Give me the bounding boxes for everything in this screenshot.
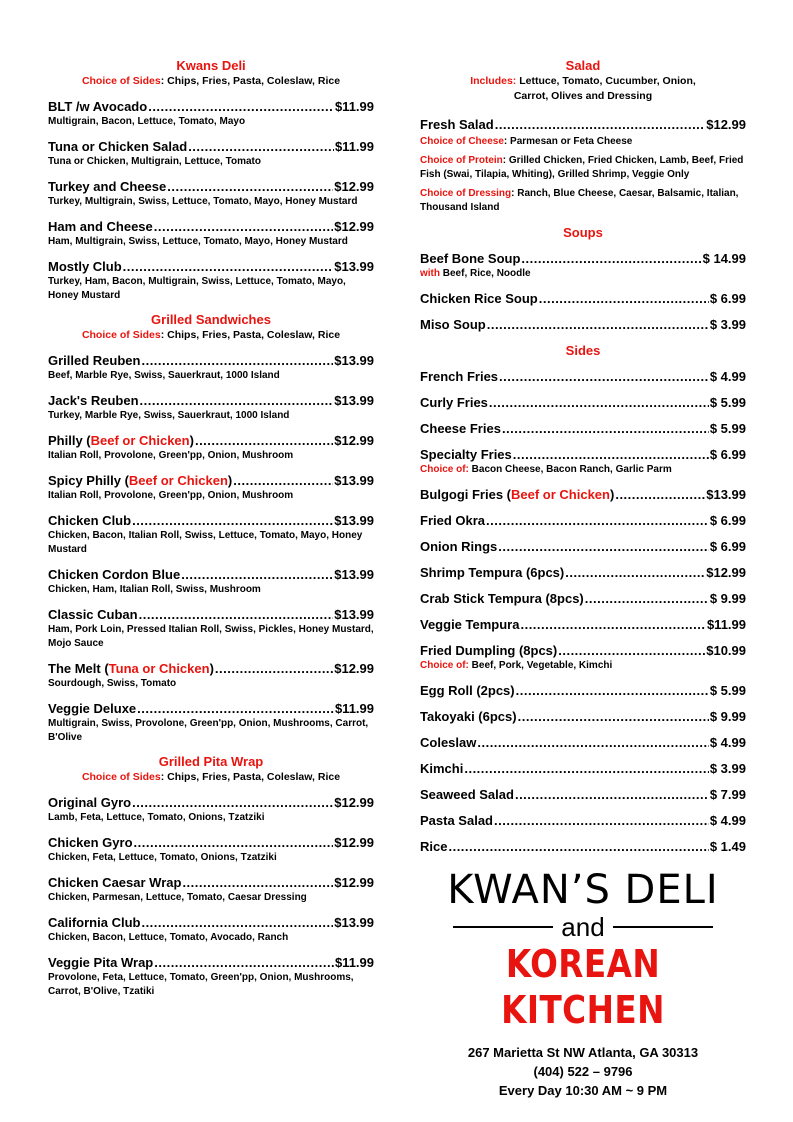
leader-dots bbox=[188, 138, 334, 155]
menu-item bbox=[48, 606, 374, 651]
item-description: Ham, Multigrain, Swiss, Lettuce, Tomato, Mayo, Honey Mustard bbox=[48, 236, 348, 247]
item-name: Veggie Deluxe bbox=[48, 701, 137, 716]
item-description: Chicken, Ham, Italian Roll, Swiss, Mushroom bbox=[48, 584, 261, 595]
item-name: Chicken Caesar Wrap bbox=[48, 875, 182, 890]
item-price: $12.99 bbox=[334, 661, 374, 676]
cheese-choice: Choice of Cheese: Parmesan or Feta Cheese bbox=[420, 136, 633, 147]
item-name: Jack's Reuben bbox=[48, 393, 139, 408]
leader-dots bbox=[167, 178, 333, 195]
menu-item bbox=[48, 392, 374, 423]
leader-dots bbox=[495, 116, 706, 133]
menu-item bbox=[420, 734, 746, 751]
item-name: Egg Roll (2pcs) bbox=[420, 683, 515, 698]
item-description: Multigrain, Bacon, Lettuce, Tomato, Mayo bbox=[48, 116, 246, 127]
menu-item bbox=[420, 812, 746, 829]
section-title: Grilled Pita Wrap bbox=[158, 754, 264, 769]
item-name: The Melt (Tuna or Chicken) bbox=[48, 661, 214, 676]
item-price: $10.99 bbox=[706, 643, 746, 658]
item-description: Tuna or Chicken, Multigrain, Lettuce, Tomato bbox=[48, 156, 261, 167]
item-price: $ 7.99 bbox=[709, 787, 746, 802]
item-name: Original Gyro bbox=[48, 795, 132, 810]
item-name: French Fries bbox=[420, 369, 499, 384]
section-grilled-pita-wrap bbox=[48, 754, 374, 999]
item-price: $12.99 bbox=[334, 219, 374, 234]
section-sides bbox=[420, 343, 746, 855]
item-name: Chicken Gyro bbox=[48, 835, 133, 850]
leader-dots bbox=[141, 352, 333, 369]
item-note: Choice of: Bacon Cheese, Bacon Ranch, Garlic Parm bbox=[420, 464, 672, 475]
leader-dots bbox=[123, 258, 334, 275]
leader-dots bbox=[521, 250, 701, 267]
item-description: Turkey, Multigrain, Swiss, Lettuce, Tomato, Mayo, Honey Mustard bbox=[48, 196, 358, 207]
menu-item bbox=[420, 616, 746, 633]
item-price: $ 5.99 bbox=[709, 395, 746, 410]
item-name: Seaweed Salad bbox=[420, 787, 514, 802]
item-name: Coleslaw bbox=[420, 735, 477, 750]
item-description: Provolone, Feta, Lettuce, Tomato, Green'pp, Onion, Mushrooms, Carrot, B'Olive, Tzatiki bbox=[48, 972, 354, 997]
menu-item bbox=[420, 590, 746, 607]
leader-dots bbox=[137, 700, 334, 717]
item-name: Shrimp Tempura (6pcs) bbox=[420, 565, 565, 580]
menu-item bbox=[420, 682, 746, 699]
menu-list bbox=[420, 368, 746, 855]
hours: Every Day 10:30 AM ~ 9 PM bbox=[498, 1083, 668, 1098]
item-price: $ 5.99 bbox=[709, 683, 746, 698]
item-price: $12.99 bbox=[334, 179, 374, 194]
menu-item bbox=[48, 472, 374, 503]
item-description: Turkey, Marble Rye, Swiss, Sauerkraut, 1000 Island bbox=[48, 410, 290, 421]
item-name: Chicken Cordon Blue bbox=[48, 567, 181, 582]
item-price: $13.99 bbox=[334, 567, 374, 582]
item-description: Chicken, Feta, Lettuce, Tomato, Onions, Tzatziki bbox=[48, 852, 277, 863]
menu-item bbox=[420, 316, 746, 333]
item-price: $11.99 bbox=[334, 701, 374, 716]
item-name: Fresh Salad bbox=[420, 117, 494, 132]
item-name: Grilled Reuben bbox=[48, 353, 141, 368]
item-name: BLT /w Avocado bbox=[48, 99, 148, 114]
restaurant-logo bbox=[420, 867, 746, 1033]
item-name: Cheese Fries bbox=[420, 421, 501, 436]
leader-dots bbox=[513, 446, 709, 463]
menu-item bbox=[48, 432, 374, 463]
item-name: Chicken Rice Soup bbox=[420, 291, 538, 306]
leader-dots bbox=[132, 512, 333, 529]
item-name: Veggie Pita Wrap bbox=[48, 955, 154, 970]
leader-dots bbox=[233, 472, 333, 489]
item-name: California Club bbox=[48, 915, 141, 930]
menu-item bbox=[420, 760, 746, 777]
item-description: Sourdough, Swiss, Tomato bbox=[48, 678, 177, 689]
logo-divider-right bbox=[613, 926, 713, 928]
menu-item bbox=[48, 218, 374, 249]
item-price: $11.99 bbox=[334, 139, 374, 154]
item-price: $ 4.99 bbox=[709, 369, 746, 384]
section-title: Salad bbox=[565, 58, 601, 73]
menu-item bbox=[48, 700, 374, 745]
item-price: $13.99 bbox=[334, 473, 374, 488]
menu-item bbox=[48, 178, 374, 209]
logo-line-1: KWAN’S DELI bbox=[447, 867, 719, 913]
menu-item bbox=[48, 660, 374, 691]
item-option: Tuna or Chicken bbox=[108, 661, 210, 676]
left-column bbox=[48, 58, 374, 999]
item-price: $12.99 bbox=[334, 795, 374, 810]
item-price: $ 5.99 bbox=[709, 421, 746, 436]
item-description: Multigrain, Swiss, Provolone, Green'pp, Onion, Mushrooms, Carrot, B'Olive bbox=[48, 718, 369, 743]
menu-list bbox=[48, 794, 374, 999]
item-name: Ham and Cheese bbox=[48, 219, 153, 234]
item-name: Miso Soup bbox=[420, 317, 486, 332]
section-title: Grilled Sandwiches bbox=[151, 312, 271, 327]
item-name: Tuna or Chicken Salad bbox=[48, 139, 188, 154]
leader-dots bbox=[154, 954, 334, 971]
item-name: Pasta Salad bbox=[420, 813, 493, 828]
item-name: Rice bbox=[420, 839, 448, 854]
sides-note: Choice of Sides: Chips, Fries, Pasta, Coleslaw, Rice bbox=[81, 329, 341, 341]
item-price: $ 6.99 bbox=[709, 447, 746, 462]
leader-dots bbox=[515, 786, 709, 803]
item-price: $13.99 bbox=[334, 259, 374, 274]
leader-dots bbox=[477, 734, 708, 751]
menu-item bbox=[48, 352, 374, 383]
leader-dots bbox=[195, 432, 333, 449]
item-option: Beef or Chicken bbox=[128, 473, 228, 488]
item-price: $ 4.99 bbox=[709, 813, 746, 828]
leader-dots bbox=[182, 874, 333, 891]
leader-dots bbox=[615, 486, 705, 503]
logo-divider-left bbox=[453, 926, 553, 928]
item-price: $ 1.49 bbox=[709, 839, 746, 854]
item-price: $11.99 bbox=[334, 955, 374, 970]
menu-item bbox=[48, 874, 374, 905]
section-title: Kwans Deli bbox=[176, 58, 246, 73]
section-salad bbox=[420, 58, 746, 215]
item-name: Bulgogi Fries (Beef or Chicken) bbox=[420, 487, 615, 502]
leader-dots bbox=[520, 616, 705, 633]
item-description: Lamb, Feta, Lettuce, Tomato, Onions, Tzatziki bbox=[48, 812, 265, 823]
item-price: $13.99 bbox=[334, 607, 374, 622]
item-price: $12.99 bbox=[706, 565, 746, 580]
item-description: Chicken, Bacon, Lettuce, Tomato, Avocado, Ranch bbox=[48, 932, 289, 943]
leader-dots bbox=[154, 218, 333, 235]
dressing-choice: Choice of Dressing: Ranch, Blue Cheese, Caesar, Balsamic, Italian, Thousand Island bbox=[420, 188, 739, 213]
menu-item bbox=[48, 914, 374, 945]
item-option: Beef or Chicken bbox=[90, 433, 190, 448]
menu-list bbox=[420, 250, 746, 333]
logo-line-2: and bbox=[420, 913, 746, 941]
item-name: Takoyaki (6pcs) bbox=[420, 709, 517, 724]
sides-note: Choice of Sides: Chips, Fries, Pasta, Coleslaw, Rice bbox=[81, 771, 341, 783]
leader-dots bbox=[132, 794, 333, 811]
item-description: Turkey, Ham, Bacon, Multigrain, Swiss, Lettuce, Tomato, Mayo, Honey Mustard bbox=[48, 276, 346, 301]
item-price: $12.99 bbox=[334, 875, 374, 890]
salad-includes: Includes: Lettuce, Tomato, Cucumber, Onion, Carrot, Olives and Dressing bbox=[470, 75, 696, 102]
item-price: $ 6.99 bbox=[709, 513, 746, 528]
menu-list bbox=[48, 98, 374, 303]
item-note: Choice of: Beef, Pork, Vegetable, Kimchi bbox=[420, 660, 613, 671]
menu-item bbox=[420, 564, 746, 581]
leader-dots bbox=[134, 834, 334, 851]
item-option: Beef or Chicken bbox=[511, 487, 610, 502]
leader-dots bbox=[498, 538, 709, 555]
leader-dots bbox=[539, 290, 709, 307]
item-name: Crab Stick Tempura (8pcs) bbox=[420, 591, 584, 606]
item-name: Spicy Philly (Beef or Chicken) bbox=[48, 473, 233, 488]
section-kwans-deli bbox=[48, 58, 374, 303]
item-description: Italian Roll, Provolone, Green'pp, Onion, Mushroom bbox=[48, 450, 294, 461]
item-description: Ham, Pork Loin, Pressed Italian Roll, Swiss, Pickles, Honey Mustard, Mojo Sauce bbox=[48, 624, 374, 649]
menu-item bbox=[420, 368, 746, 385]
item-name: Philly (Beef or Chicken) bbox=[48, 433, 194, 448]
menu-item bbox=[48, 794, 374, 825]
section-grilled-sandwiches bbox=[48, 312, 374, 745]
item-description: Italian Roll, Provolone, Green'pp, Onion, Mushroom bbox=[48, 490, 294, 501]
item-description: Chicken, Bacon, Italian Roll, Swiss, Lettuce, Tomato, Mayo, Honey Mustard bbox=[48, 530, 363, 555]
item-name: Turkey and Cheese bbox=[48, 179, 167, 194]
section-title: Sides bbox=[565, 343, 601, 358]
item-name: Chicken Club bbox=[48, 513, 132, 528]
leader-dots bbox=[489, 394, 709, 411]
item-price: $ 9.99 bbox=[709, 709, 746, 724]
menu-item bbox=[420, 642, 746, 673]
item-name: Onion Rings bbox=[420, 539, 498, 554]
leader-dots bbox=[448, 838, 708, 855]
menu-item bbox=[420, 786, 746, 803]
item-price: $13.99 bbox=[334, 353, 374, 368]
menu-item bbox=[48, 566, 374, 597]
leader-dots bbox=[464, 760, 709, 777]
menu-item bbox=[420, 486, 746, 503]
leader-dots bbox=[487, 316, 709, 333]
menu-item bbox=[48, 138, 374, 169]
menu-item bbox=[48, 834, 374, 865]
menu-item bbox=[420, 394, 746, 411]
item-name: Kimchi bbox=[420, 761, 464, 776]
item-price: $13.99 bbox=[334, 393, 374, 408]
item-name: Mostly Club bbox=[48, 259, 122, 274]
leader-dots bbox=[499, 368, 709, 385]
item-name: Fried Okra bbox=[420, 513, 486, 528]
item-price: $ 14.99 bbox=[702, 251, 746, 266]
leader-dots bbox=[140, 392, 334, 409]
menu-item bbox=[48, 512, 374, 557]
leader-dots bbox=[518, 708, 709, 725]
item-name: Specialty Fries bbox=[420, 447, 512, 462]
item-name: Classic Cuban bbox=[48, 607, 138, 622]
leader-dots bbox=[148, 98, 334, 115]
right-column bbox=[420, 58, 746, 1100]
menu-item bbox=[420, 446, 746, 477]
menu-item bbox=[48, 258, 374, 303]
item-price: $13.99 bbox=[334, 513, 374, 528]
leader-dots bbox=[502, 420, 709, 437]
leader-dots bbox=[486, 512, 709, 529]
menu-item bbox=[420, 290, 746, 307]
menu-item bbox=[420, 116, 746, 215]
item-price: $12.99 bbox=[334, 835, 374, 850]
item-name: Veggie Tempura bbox=[420, 617, 520, 632]
menu-item bbox=[420, 250, 746, 281]
phone: (404) 522 – 9796 bbox=[533, 1064, 633, 1079]
menu-item bbox=[48, 98, 374, 129]
menu-list bbox=[48, 352, 374, 745]
item-price: $ 4.99 bbox=[709, 735, 746, 750]
item-price: $11.99 bbox=[706, 617, 746, 632]
item-name: Fried Dumpling (8pcs) bbox=[420, 643, 558, 658]
item-description: Beef, Marble Rye, Swiss, Sauerkraut, 1000 Island bbox=[48, 370, 280, 381]
leader-dots bbox=[141, 914, 333, 931]
item-price: $12.99 bbox=[334, 433, 374, 448]
protein-choice: Choice of Protein: Grilled Chicken, Fried Chicken, Lamb, Beef, Fried Fish (Swai, Tilapia, Whiting), Grilled Shrimp, Veggie Only bbox=[420, 155, 744, 180]
item-price: $11.99 bbox=[334, 99, 374, 114]
item-description: Chicken, Parmesan, Lettuce, Tomato, Caesar Dressing bbox=[48, 892, 307, 903]
menu-item bbox=[420, 538, 746, 555]
leader-dots bbox=[585, 590, 709, 607]
item-price: $ 3.99 bbox=[709, 317, 746, 332]
item-note: with Beef, Rice, Noodle bbox=[420, 268, 531, 279]
menu-item bbox=[420, 708, 746, 725]
item-price: $ 3.99 bbox=[709, 761, 746, 776]
item-price: $13.99 bbox=[706, 487, 746, 502]
address: 267 Marietta St NW Atlanta, GA 30313 bbox=[467, 1045, 699, 1060]
item-price: $ 6.99 bbox=[709, 291, 746, 306]
menu-item bbox=[420, 420, 746, 437]
item-price: $12.99 bbox=[706, 117, 746, 132]
leader-dots bbox=[494, 812, 709, 829]
leader-dots bbox=[181, 566, 333, 583]
section-soups bbox=[420, 225, 746, 333]
leader-dots bbox=[565, 564, 705, 581]
item-name: Curly Fries bbox=[420, 395, 488, 410]
menu-item bbox=[420, 512, 746, 529]
leader-dots bbox=[215, 660, 333, 677]
menu-item bbox=[420, 838, 746, 855]
leader-dots bbox=[139, 606, 334, 623]
item-price: $ 9.99 bbox=[709, 591, 746, 606]
item-price: $ 6.99 bbox=[709, 539, 746, 554]
leader-dots bbox=[558, 642, 705, 659]
item-price: $13.99 bbox=[334, 915, 374, 930]
leader-dots bbox=[516, 682, 709, 699]
item-name: Beef Bone Soup bbox=[420, 251, 521, 266]
logo-line-3: KOREAN KITCHEN bbox=[501, 942, 665, 1032]
menu-item bbox=[48, 954, 374, 999]
section-title: Soups bbox=[563, 225, 603, 240]
sides-note: Choice of Sides: Chips, Fries, Pasta, Coleslaw, Rice bbox=[81, 75, 341, 87]
contact-info bbox=[420, 1043, 746, 1100]
